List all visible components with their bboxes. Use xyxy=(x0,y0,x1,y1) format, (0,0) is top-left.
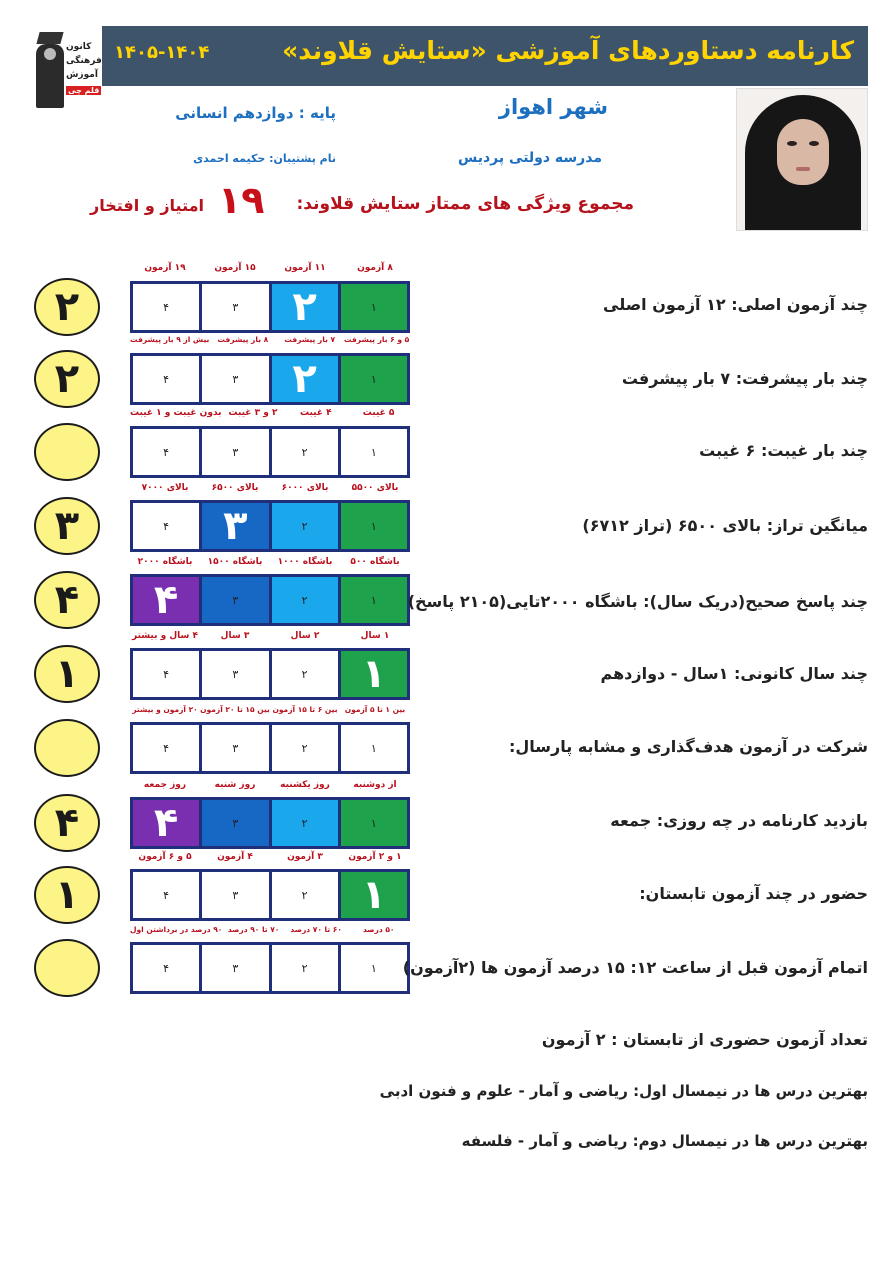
row-3-score-circle xyxy=(34,423,100,481)
header-4: ۲۰ آزمون و بیشتر xyxy=(132,705,198,714)
header-4: روز جمعه xyxy=(143,780,187,790)
header-3: ۲ و ۳ غیبت xyxy=(228,408,278,418)
cell-2: ۲ xyxy=(269,725,338,771)
total-score: ۱۹ xyxy=(218,178,265,222)
row-10-headers xyxy=(130,925,410,939)
best-subjects-term1: بهترین درس ها در نیمسال اول: ریاضی و آمار - علوم و فنون ادبی xyxy=(379,1082,868,1100)
support-name: نام پشتیبان: حکیمه احمدی xyxy=(193,152,336,165)
header-4: ۹۰ درصد در برداشتن اول xyxy=(130,925,223,934)
logo-text-2: فرهنگی xyxy=(66,56,102,66)
row-6-question: چند سال کانونی: ۱سال - دوازدهم xyxy=(600,664,868,683)
header-2: ۳ آزمون xyxy=(287,852,323,862)
header-2: ۲ سال xyxy=(290,631,320,641)
row-5-headers xyxy=(130,557,410,571)
header-1: از دوشنبه xyxy=(353,780,397,790)
row-4-headers xyxy=(130,483,410,497)
row-2-headers xyxy=(130,335,410,349)
cell-1: ۱ xyxy=(338,429,407,475)
cell-4: ۴ xyxy=(163,300,170,314)
row-7-score-circle xyxy=(34,719,100,777)
row-1-grid xyxy=(130,281,410,333)
cell-2-selected: ۲ xyxy=(269,284,338,330)
cell-3: ۳ xyxy=(199,577,268,623)
cell-4: ۴ xyxy=(163,888,170,902)
row-1-headers xyxy=(130,263,410,277)
cell-1: ۱ xyxy=(338,356,407,402)
row-8-question: بازدید کارنامه در چه روزی: جمعه xyxy=(610,811,868,830)
student-photo xyxy=(736,88,868,231)
total-label: مجموع ویژگی های ممتاز ستایش قلاوند: xyxy=(296,194,634,214)
cell-4: ۴ xyxy=(163,372,170,386)
header-4: بالای ۷۰۰۰ xyxy=(141,483,189,493)
row-4-question: میانگین تراز: بالای ۶۵۰۰ (تراز ۶۷۱۲) xyxy=(582,516,868,535)
cell-3: ۳ xyxy=(199,651,268,697)
cell-4: ۴ xyxy=(163,667,170,681)
row-1-question: چند آزمون اصلی: ۱۲ آزمون اصلی xyxy=(603,295,868,314)
header-3: ۱۵ آزمون xyxy=(214,263,256,273)
cell-4: ۴ xyxy=(163,445,170,459)
row-5-grid xyxy=(130,574,410,626)
row-10-grid xyxy=(130,942,410,994)
cell-1: ۱ xyxy=(338,577,407,623)
row-2-grid xyxy=(130,353,410,405)
kanoon-logo xyxy=(30,30,102,112)
header-2: ۱۱ آزمون xyxy=(284,263,326,273)
cell-2: ۲ xyxy=(269,945,338,991)
row-10-score-circle xyxy=(34,939,100,997)
header-1: باشگاه ۵۰۰ xyxy=(350,557,400,567)
header-1: بالای ۵۵۰۰ xyxy=(351,483,399,493)
graduate-figure-icon xyxy=(36,44,64,108)
header-4: بیش از ۹ بار پیشرفت xyxy=(130,335,210,344)
cell-4-selected: ۴ xyxy=(133,800,199,846)
cell-1: ۱ xyxy=(338,725,407,771)
row-7-grid xyxy=(130,722,410,774)
header-1: ۸ آزمون xyxy=(357,263,393,273)
header-2: ۷ بار پیشرفت xyxy=(284,335,336,344)
row-2-question: چند بار پیشرفت: ۷ بار پیشرفت xyxy=(621,369,868,388)
header-2: بین ۶ تا ۱۵ آزمون xyxy=(272,705,338,714)
row-3-grid xyxy=(130,426,410,478)
header-3: روز شنبه xyxy=(214,780,256,790)
header-2: بالای ۶۰۰۰ xyxy=(281,483,329,493)
header-1: ۱ سال xyxy=(360,631,390,641)
header-4: ۱۹ آزمون xyxy=(144,263,186,273)
cell-2: ۲ xyxy=(269,503,338,549)
graduation-cap-icon xyxy=(36,32,63,44)
row-9-score-circle: ۱ xyxy=(34,866,100,924)
header-3: بالای ۶۵۰۰ xyxy=(211,483,259,493)
header-1: ۵ و ۶ بار پیشرفت xyxy=(343,335,410,344)
row-10-question: اتمام آزمون قبل از ساعت ۱۲: ۱۵ درصد آزمون ها (۲آزمون) xyxy=(402,958,868,977)
header-1: ۱ و ۲ آزمون xyxy=(348,852,402,862)
logo-text-4: قلم چی xyxy=(68,86,100,95)
academic-year: ۱۴۰۵-۱۴۰۴ xyxy=(114,42,210,63)
header-3: ۸ بار پیشرفت xyxy=(217,335,269,344)
row-3-headers xyxy=(130,408,410,422)
cell-2: ۲ xyxy=(269,872,338,918)
cell-4: ۴ xyxy=(163,961,170,975)
row-8-headers xyxy=(130,780,410,794)
cell-3: ۳ xyxy=(199,872,268,918)
cell-1-selected: ۱ xyxy=(338,651,407,697)
header-3: ۷۰ تا ۹۰ درصد xyxy=(227,925,280,934)
row-9-question: حضور در چند آزمون تابستان: xyxy=(639,884,868,903)
cell-3: ۳ xyxy=(199,356,268,402)
row-4-score-circle: ۳ xyxy=(34,497,100,555)
row-8-score-circle: ۴ xyxy=(34,794,100,852)
row-6-score-circle: ۱ xyxy=(34,645,100,703)
cell-1-selected: ۱ xyxy=(338,872,407,918)
header-4: ۴ سال و بیشتر xyxy=(131,631,199,641)
best-subjects-term2: بهترین درس ها در نیمسال دوم: ریاضی و آمار - فلسفه xyxy=(461,1132,868,1150)
cell-3: ۳ xyxy=(199,945,268,991)
header-2: باشگاه ۱۰۰۰ xyxy=(277,557,333,567)
cell-4-selected: ۴ xyxy=(133,577,199,623)
title-banner xyxy=(102,26,868,86)
header-3: ۳ سال xyxy=(220,631,250,641)
row-7-headers xyxy=(130,705,410,719)
row-7-question: شرکت در آزمون هدف‌گذاری و مشابه پارسال: xyxy=(509,737,868,756)
cell-1: ۱ xyxy=(338,284,407,330)
row-2-score-circle: ۲ xyxy=(34,350,100,408)
cell-2: ۲ xyxy=(269,800,338,846)
total-suffix: امتیاز و افتخار xyxy=(90,196,204,215)
header-4: بدون غیبت و ۱ غیبت xyxy=(130,408,222,418)
row-8-grid xyxy=(130,797,410,849)
cell-2: ۲ xyxy=(269,577,338,623)
header-4: باشگاه ۲۰۰۰ xyxy=(137,557,193,567)
header-1: ۵ غیبت xyxy=(362,408,395,418)
cell-3: ۳ xyxy=(199,725,268,771)
header-3: باشگاه ۱۵۰۰ xyxy=(207,557,263,567)
header-2: روز یکشنبه xyxy=(280,780,330,790)
row-1-score-circle: ۲ xyxy=(34,278,100,336)
row-3-question: چند بار غیبت: ۶ غیبت xyxy=(699,441,868,460)
cell-1: ۱ xyxy=(338,800,407,846)
logo-text-3: آموزش xyxy=(66,70,98,80)
student-city: شهر اهواز xyxy=(498,95,608,119)
row-6-headers xyxy=(130,631,410,645)
cell-1: ۱ xyxy=(338,945,407,991)
summer-exams-count: تعداد آزمون حضوری از تابستان : ۲ آزمون xyxy=(541,1030,868,1049)
row-5-score-circle: ۴ xyxy=(34,571,100,629)
cell-2-selected: ۲ xyxy=(269,356,338,402)
row-9-headers xyxy=(130,852,410,866)
header-2: ۶۰ تا ۷۰ درصد xyxy=(290,925,342,934)
cell-4: ۴ xyxy=(163,741,170,755)
cell-4: ۴ xyxy=(163,519,170,533)
header-2: ۴ غیبت xyxy=(299,408,332,418)
row-5-question: چند پاسخ صحیح(دریک سال): باشگاه ۲۰۰۰تایی(۲۱۰۵ پاسخ) xyxy=(407,592,868,611)
row-9-grid xyxy=(130,869,410,921)
cell-2: ۲ xyxy=(269,651,338,697)
header-4: ۵ و ۶ آزمون xyxy=(138,852,192,862)
cell-3: ۳ xyxy=(199,284,268,330)
header-1: ۵۰ درصد xyxy=(362,925,395,934)
logo-text-1: کانون xyxy=(66,42,92,52)
header-3: بین ۱۵ تا ۲۰ آزمون xyxy=(200,705,270,714)
cell-1: ۱ xyxy=(338,503,407,549)
student-grade: پایه : دوازدهم انسانی xyxy=(175,104,336,122)
header-3: ۴ آزمون xyxy=(217,852,253,862)
cell-3-selected: ۳ xyxy=(199,503,268,549)
row-4-grid xyxy=(130,500,410,552)
student-school: مدرسه دولتی پردیس xyxy=(457,150,602,166)
row-6-grid xyxy=(130,648,410,700)
cell-2: ۲ xyxy=(269,429,338,475)
header-1: بین ۱ تا ۵ آزمون xyxy=(344,705,406,714)
cell-3: ۳ xyxy=(199,800,268,846)
cell-3: ۳ xyxy=(199,429,268,475)
page-title: کارنامه دستاوردهای آموزشی «ستایش قلاوند» xyxy=(282,36,854,65)
